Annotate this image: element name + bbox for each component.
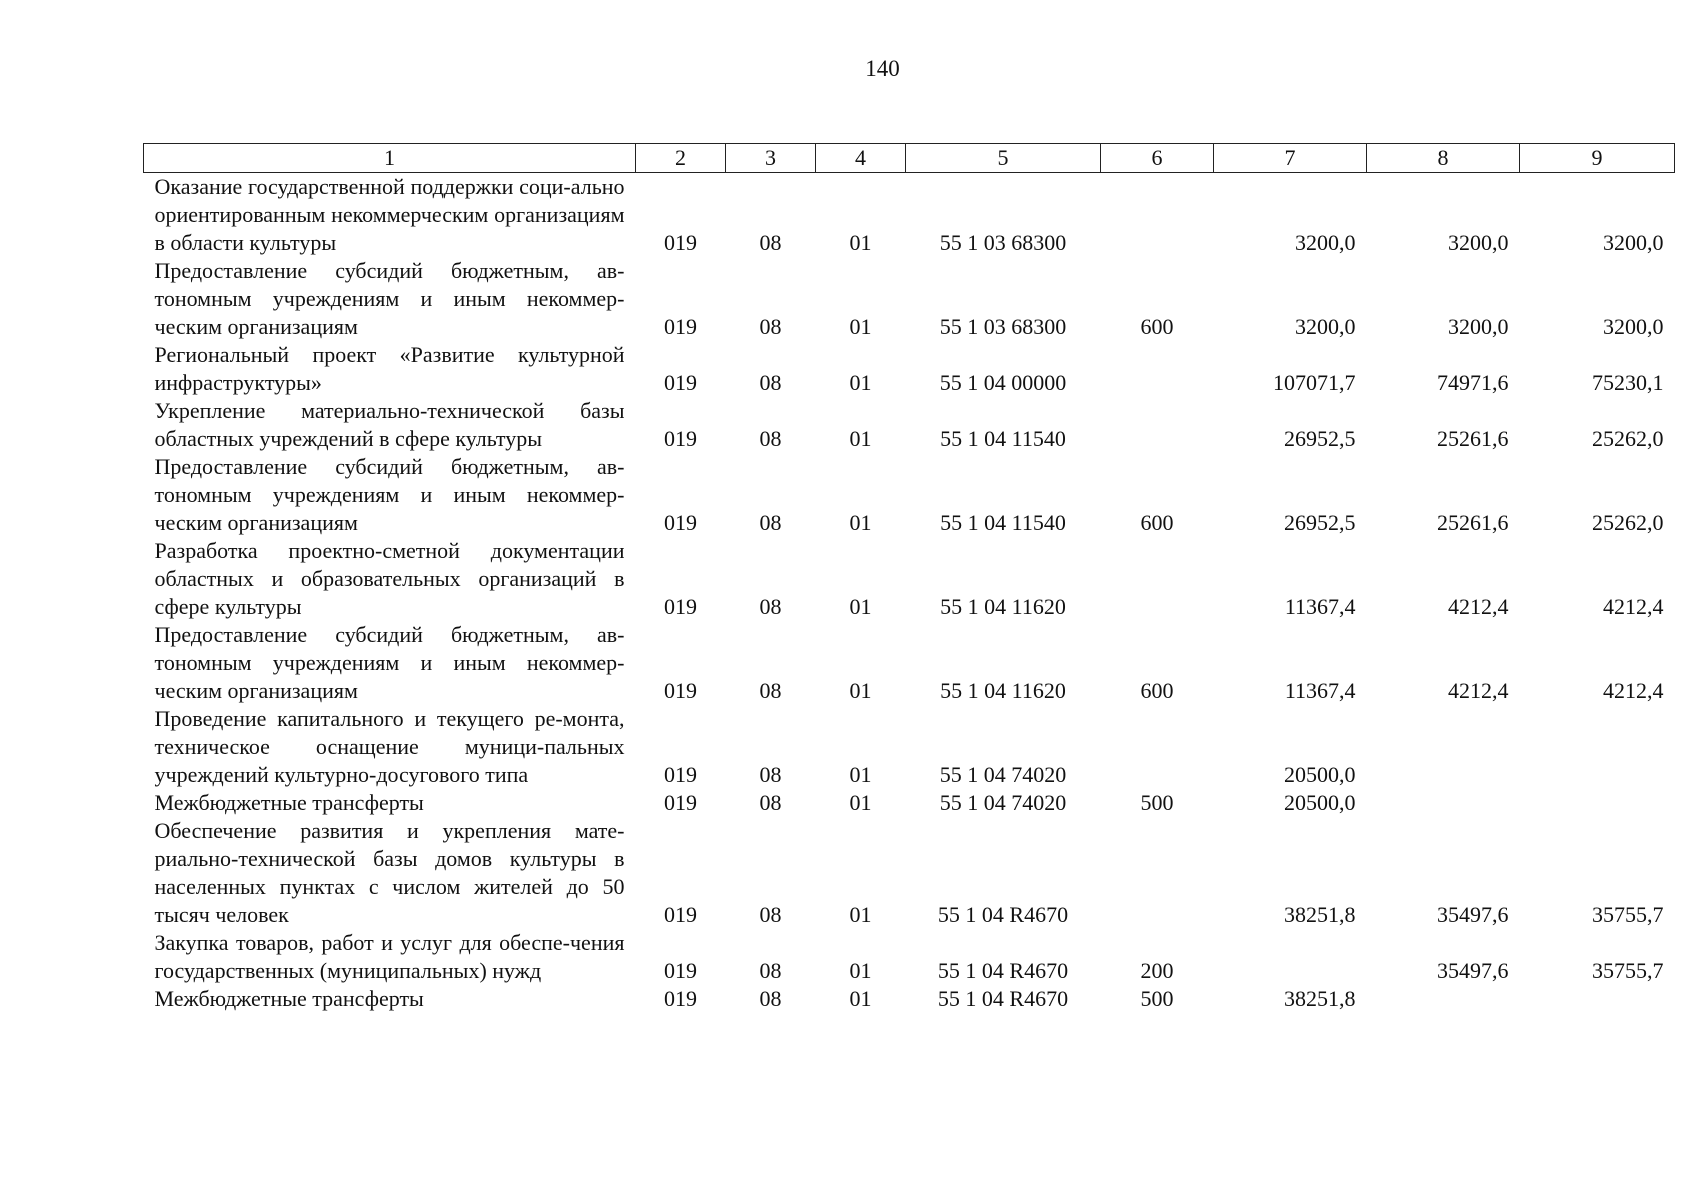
row-subsection: 01 (849, 594, 872, 619)
row-admin-code: 019 (664, 594, 697, 619)
row-expense-type (1101, 173, 1214, 258)
table-row (144, 789, 1675, 817)
row-amount-col9: 35755,7 (1592, 958, 1664, 983)
row-subsection: 01 (849, 510, 872, 535)
budget-table (143, 143, 1675, 1013)
row-target-article: 55 1 04 00000 (939, 370, 1067, 395)
row-subsection: 01 (849, 790, 872, 815)
row-subsection: 01 (849, 762, 872, 787)
row-name: Предоставление субсидий бюджетным, ав-тономным учреждениям и иным некоммер-ческим организациям (154, 258, 625, 339)
row-target-article: 55 1 03 68300 (939, 314, 1067, 339)
row-subsection: 01 (849, 902, 872, 927)
row-subsection: 01 (849, 314, 872, 339)
row-name: Проведение капитального и текущего ре-монта, техническое оснащение муници-пальных учреждений культурно-досугового типа (154, 706, 625, 787)
row-admin-code: 019 (664, 986, 697, 1011)
row-expense-type: 600 (1140, 314, 1174, 339)
row-amount-col7: 38251,8 (1284, 986, 1356, 1011)
table-row (144, 621, 1675, 705)
row-section: 08 (759, 902, 782, 927)
row-target-article: 55 1 03 68300 (939, 230, 1067, 255)
table-row (144, 453, 1675, 537)
row-name: Разработка проектно-сметной документации областных и образовательных организаций в сфере культуры (154, 538, 625, 619)
row-name: Оказание государственной поддержки соци-ально ориентированным некоммерческим организациям в области культуры (154, 174, 625, 255)
row-amount-col7: 26952,5 (1284, 510, 1356, 535)
row-amount-col9: 4212,4 (1603, 678, 1664, 703)
row-name: Региональный проект «Развитие культурной инфраструктуры» (154, 342, 625, 395)
header-col-8: 8 (1367, 144, 1520, 173)
row-name: Предоставление субсидий бюджетным, ав-тономным учреждениям и иным некоммер-ческим организациям (154, 454, 625, 535)
table-row (144, 173, 1675, 258)
table-row (144, 817, 1675, 929)
row-amount-col7: 3200,0 (1295, 230, 1356, 255)
row-amount-col7: 107071,7 (1273, 370, 1356, 395)
row-target-article: 55 1 04 74020 (939, 790, 1067, 815)
row-admin-code: 019 (664, 958, 697, 983)
row-admin-code: 019 (664, 510, 697, 535)
row-amount-col7: 38251,8 (1284, 902, 1356, 927)
row-amount-col8: 35497,6 (1437, 902, 1509, 927)
row-amount-col8 (1367, 985, 1520, 1013)
row-admin-code: 019 (664, 762, 697, 787)
row-admin-code: 019 (664, 370, 697, 395)
row-section: 08 (759, 370, 782, 395)
header-col-5: 5 (906, 144, 1101, 173)
table-row (144, 537, 1675, 621)
row-amount-col7: 20500,0 (1284, 762, 1356, 787)
row-expense-type (1101, 817, 1214, 929)
row-expense-type: 500 (1140, 986, 1174, 1011)
row-amount-col9: 4212,4 (1603, 594, 1664, 619)
row-amount-col9: 25262,0 (1592, 510, 1664, 535)
row-section: 08 (759, 510, 782, 535)
table-body (144, 173, 1675, 1014)
row-target-article: 55 1 04 R4670 (937, 902, 1069, 927)
row-expense-type: 600 (1140, 678, 1174, 703)
row-amount-col8 (1367, 789, 1520, 817)
row-amount-col9 (1520, 985, 1675, 1013)
table-header (144, 144, 1675, 173)
row-amount-col8: 3200,0 (1448, 314, 1509, 339)
row-section: 08 (759, 314, 782, 339)
row-section: 08 (759, 426, 782, 451)
row-subsection: 01 (849, 678, 872, 703)
row-admin-code: 019 (664, 902, 697, 927)
row-target-article: 55 1 04 11540 (940, 510, 1066, 535)
table-row (144, 929, 1675, 985)
row-expense-type: 600 (1140, 510, 1174, 535)
row-name: Укрепление материально-технической базы областных учреждений в сфере культуры (154, 398, 625, 451)
row-amount-col8: 4212,4 (1448, 678, 1509, 703)
table-row (144, 705, 1675, 789)
row-amount-col7: 26952,5 (1284, 426, 1356, 451)
row-admin-code: 019 (664, 790, 697, 815)
table-row (144, 341, 1675, 397)
row-amount-col9: 3200,0 (1603, 230, 1664, 255)
header-col-6: 6 (1101, 144, 1214, 173)
row-name: Межбюджетные трансферты (154, 986, 424, 1011)
row-amount-col8: 3200,0 (1448, 230, 1509, 255)
header-row (144, 144, 1675, 173)
table-row (144, 397, 1675, 453)
header-col-2: 2 (636, 144, 726, 173)
row-target-article: 55 1 04 R4670 (937, 986, 1069, 1011)
row-amount-col7: 11367,4 (1284, 678, 1356, 703)
page-number: 140 (865, 56, 900, 81)
table-row (144, 985, 1675, 1013)
header-col-4: 4 (816, 144, 906, 173)
row-target-article: 55 1 04 11620 (940, 594, 1066, 619)
row-amount-col8 (1367, 705, 1520, 789)
row-target-article: 55 1 04 11620 (940, 678, 1066, 703)
row-section: 08 (759, 762, 782, 787)
row-expense-type: 500 (1140, 790, 1174, 815)
row-admin-code: 019 (664, 230, 697, 255)
row-expense-type: 200 (1140, 958, 1174, 983)
row-subsection: 01 (849, 986, 872, 1011)
row-amount-col9 (1520, 789, 1675, 817)
row-name: Предоставление субсидий бюджетным, ав-тономным учреждениям и иным некоммер-ческим организациям (154, 622, 625, 703)
row-target-article: 55 1 04 11540 (940, 426, 1066, 451)
row-admin-code: 019 (664, 314, 697, 339)
row-admin-code: 019 (664, 426, 697, 451)
row-section: 08 (759, 594, 782, 619)
row-expense-type (1101, 397, 1214, 453)
row-name: Закупка товаров, работ и услуг для обеспе-чения государственных (муниципальных) нужд (154, 930, 625, 983)
row-expense-type (1101, 341, 1214, 397)
row-amount-col9 (1520, 705, 1675, 789)
row-amount-col8: 4212,4 (1448, 594, 1509, 619)
row-section: 08 (759, 958, 782, 983)
row-amount-col7 (1214, 929, 1367, 985)
row-amount-col8: 25261,6 (1437, 510, 1509, 535)
header-col-7: 7 (1214, 144, 1367, 173)
row-subsection: 01 (849, 370, 872, 395)
row-section: 08 (759, 790, 782, 815)
row-section: 08 (759, 678, 782, 703)
row-amount-col9: 35755,7 (1592, 902, 1664, 927)
header-col-1: 1 (144, 144, 636, 173)
row-amount-col8: 25261,6 (1437, 426, 1509, 451)
row-subsection: 01 (849, 958, 872, 983)
row-expense-type (1101, 537, 1214, 621)
row-amount-col7: 11367,4 (1284, 594, 1356, 619)
row-amount-col8: 35497,6 (1437, 958, 1509, 983)
row-amount-col7: 20500,0 (1284, 790, 1356, 815)
row-admin-code: 019 (664, 678, 697, 703)
header-col-9: 9 (1520, 144, 1675, 173)
row-section: 08 (759, 986, 782, 1011)
row-amount-col9: 25262,0 (1592, 426, 1664, 451)
row-amount-col8: 74971,6 (1437, 370, 1509, 395)
header-col-3: 3 (726, 144, 816, 173)
row-subsection: 01 (849, 426, 872, 451)
row-section: 08 (759, 230, 782, 255)
table-row (144, 257, 1675, 341)
row-expense-type (1101, 705, 1214, 789)
row-name: Межбюджетные трансферты (154, 790, 424, 815)
row-name: Обеспечение развития и укрепления мате-риально-технической базы домов культуры в населенных пунктах с числом жителей до 50 тысяч человек (154, 818, 625, 927)
row-target-article: 55 1 04 R4670 (937, 958, 1069, 983)
row-amount-col9: 3200,0 (1603, 314, 1664, 339)
row-subsection: 01 (849, 230, 872, 255)
row-amount-col9: 75230,1 (1592, 370, 1664, 395)
row-target-article: 55 1 04 74020 (939, 762, 1067, 787)
row-amount-col7: 3200,0 (1295, 314, 1356, 339)
